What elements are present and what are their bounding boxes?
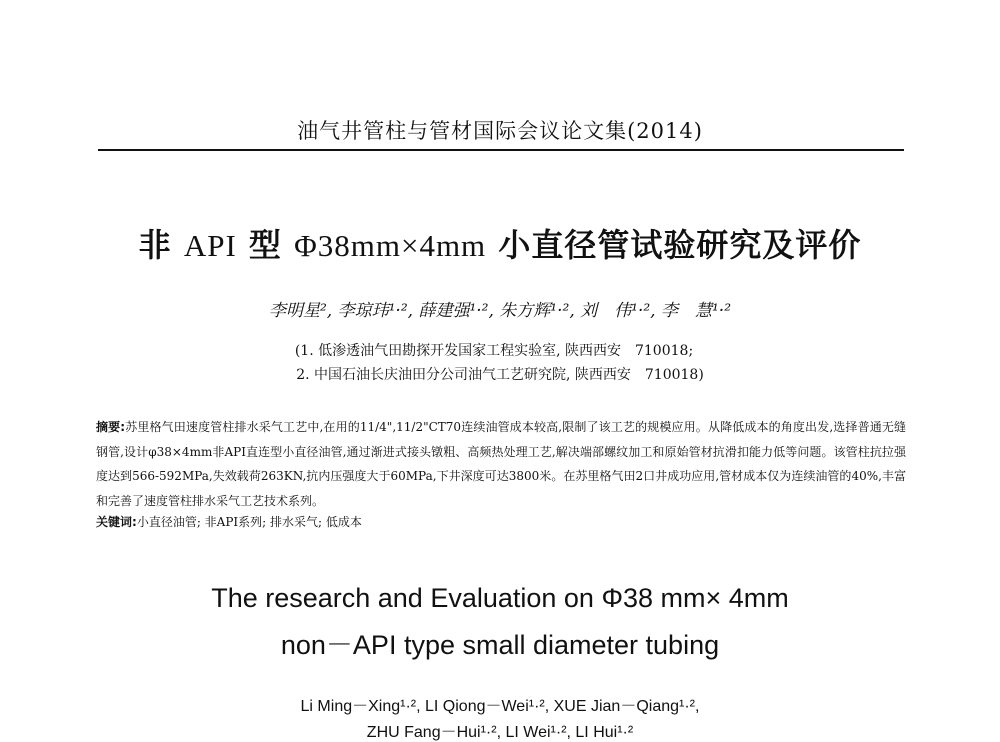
chinese-title-part: Φ38mm×4mm [294,228,487,263]
english-authors-line: ZHU Fang－Hui¹·², LI Wei¹·², LI Hui¹·² [366,724,634,741]
english-authors-line: Li Ming－Xing¹·², LI Qiong－Wei¹·², XUE Jian－Qiang¹·², [300,698,700,715]
chinese-affiliation: 2. 中国石油长庆油田分公司油气工艺研究院, 陕西西安 710018) [296,367,704,383]
english-title-line: The research and Evaluation on Φ38 mm× 4mm [211,583,789,613]
keywords [96,513,906,530]
abstract-label: 摘要: [96,420,126,434]
abstract [96,415,906,513]
chinese-title-part: 型 [236,226,295,264]
chinese-title-part: 非 [138,226,184,264]
chinese-authors: 李明星², 李琼玮¹·², 薛建强¹·², 朱方辉¹·², 刘 伟¹·², 李 慧¹·² [268,301,732,321]
header-rule [98,149,904,151]
chinese-affiliation: (1. 低渗透油气田勘探开发国家工程实验室, 陕西西安 710018; [294,343,694,359]
english-title-line: non－API type small diameter tubing [280,630,720,660]
keywords-label: 关键词: [96,515,137,529]
keywords-text: 小直径油管; 非API系列; 排水采气; 低成本 [136,515,362,529]
abstract-text: 苏里格气田速度管柱排水采气工艺中,在用的11/4",11/2"CT70连续油管成本较高,限制了该工艺的规模应用。从降低成本的角度出发,选择普通无缝钢管,设计φ38×4mm非API直连型小直径油管,通过渐进式接头镦粗、高频热处理工艺,解决端部螺纹加工和原始管材抗滑扣能力低等问题。该管柱抗拉强度达到566-592MPa,失效载荷263KN,抗内压强度大于60MPa,下井深度可达3800米。在苏里格气田2口井成功应用,管材成本仅为连续油管的40%,丰富和完善了速度管柱排水采气工艺技术系列。 [96,420,906,508]
chinese-title-part: API [183,228,237,263]
chinese-title [0,220,1000,266]
chinese-title-part: 小直径管试验研究及评价 [486,226,862,264]
running-head: 油气井管柱与管材国际会议论文集(2014) [297,119,703,143]
